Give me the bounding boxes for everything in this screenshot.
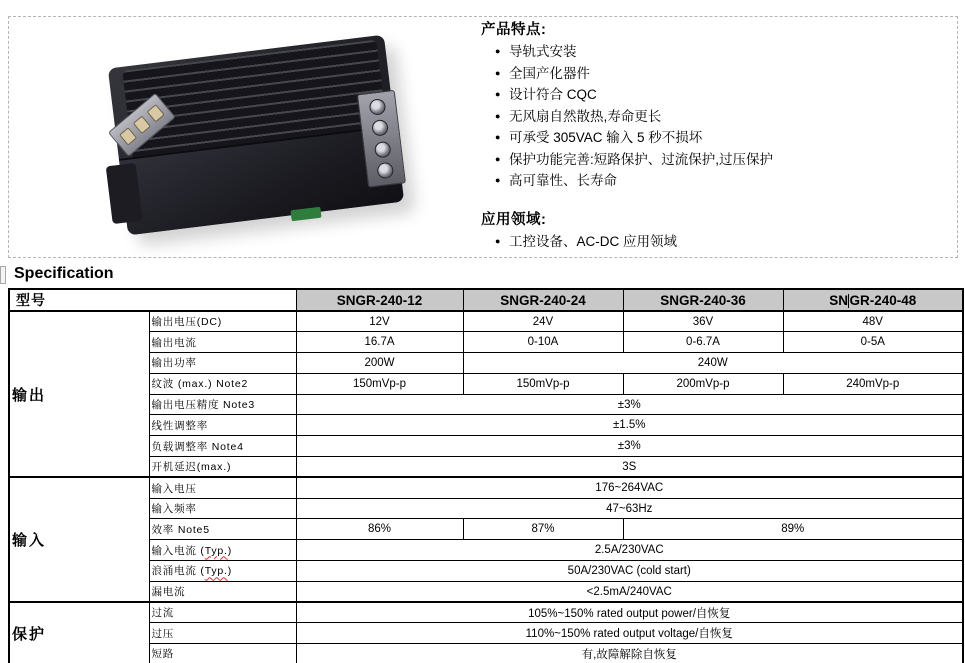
table-row: [9, 332, 963, 353]
param-text: 浪涌电流 (: [151, 565, 205, 578]
spec-value: ±1.5%: [296, 415, 963, 436]
table-row: [9, 373, 963, 394]
feature-text: 保护功能完善:短路保护、过流保护,过压保护: [509, 151, 774, 167]
spec-value: 89%: [623, 519, 963, 540]
spec-value: 240W: [463, 353, 963, 374]
param-label: 过压: [149, 623, 296, 644]
list-item: [481, 149, 933, 171]
table-row: [9, 353, 963, 374]
table-row: [9, 498, 963, 519]
terminal-pin: [147, 104, 165, 122]
param-typ-text: Typ.: [204, 565, 228, 578]
bullet-icon: ●: [495, 46, 501, 56]
section-label-input: 输入: [9, 477, 149, 602]
param-label: 短路: [149, 644, 296, 663]
spec-value: 200W: [296, 353, 463, 374]
param-label: 纹波 (max.) Note2: [149, 373, 296, 394]
table-row: [9, 415, 963, 436]
spec-value: 200mVp-p: [623, 373, 783, 394]
bullet-icon: ●: [495, 153, 501, 164]
spec-value: 150mVp-p: [463, 373, 623, 394]
param-label: 输入频率: [149, 498, 296, 519]
features-block: [481, 19, 933, 252]
spec-value: 47~63Hz: [296, 498, 963, 519]
table-row: [9, 623, 963, 644]
applications-list: [481, 231, 933, 253]
model-header: [783, 289, 963, 311]
spec-value: 150mVp-p: [296, 373, 463, 394]
table-row: [9, 394, 963, 415]
applications-title: 应用领域:: [481, 211, 547, 228]
spec-value: 0-10A: [463, 332, 623, 353]
section-label-protection: 保护: [9, 602, 149, 663]
table-row: [9, 581, 963, 602]
spec-value: 16.7A: [296, 332, 463, 353]
param-label: 开机延迟(max.): [149, 457, 296, 478]
feature-text: 导轨式安装: [509, 44, 577, 59]
param-typ-text: Typ.: [204, 544, 228, 557]
spec-value: 24V: [463, 311, 623, 332]
spec-value: 176~264VAC: [296, 477, 963, 498]
model-text-post: GR-240-48: [849, 292, 917, 308]
list-item: [481, 84, 933, 106]
spec-value: 240mVp-p: [783, 373, 963, 394]
table-row: [9, 311, 963, 332]
param-label: 输入电压: [149, 477, 296, 498]
terminal-screw: [369, 98, 387, 116]
param-label: 输出电压(DC): [149, 311, 296, 332]
spec-value: 87%: [463, 519, 623, 540]
spec-value: 2.5A/230VAC: [296, 540, 963, 561]
param-label: 输出功率: [149, 353, 296, 374]
table-row: [9, 602, 963, 623]
param-label: 效率 Note5: [149, 519, 296, 540]
spec-value: 12V: [296, 311, 463, 332]
list-item: [481, 231, 933, 253]
param-label: 输出电压精度 Note3: [149, 394, 296, 415]
list-item: [481, 106, 933, 128]
feature-text: 全国产化器件: [509, 65, 590, 81]
spec-value: 50A/230VAC (cold start): [296, 561, 963, 582]
terminal-pin: [133, 116, 151, 134]
feature-text: 设计符合 CQC: [509, 87, 597, 102]
feature-text: 高可靠性、长寿命: [509, 173, 617, 188]
bullet-icon: ●: [495, 235, 501, 246]
param-label: [149, 540, 296, 561]
bullet-icon: ●: [495, 175, 501, 185]
power-supply-image: [108, 35, 404, 236]
table-row: [9, 540, 963, 561]
bullet-icon: ●: [495, 89, 501, 99]
list-item: [481, 170, 933, 192]
model-header: SNGR-240-36: [623, 289, 783, 311]
features-list: [481, 41, 933, 192]
page-title: Specification: [14, 265, 114, 282]
feature-text: 无风扇自然散热,寿命更长: [509, 108, 662, 124]
spec-value: 有,故障解除自恢复: [296, 644, 963, 663]
table-row: [9, 457, 963, 478]
spec-value: 36V: [623, 311, 783, 332]
application-text: 工控设备、AC-DC 应用领域: [509, 233, 677, 249]
spec-value: ±3%: [296, 394, 963, 415]
terminal-pin: [119, 127, 137, 145]
model-header: SNGR-240-24: [463, 289, 623, 311]
section-label-output: 输出: [9, 311, 149, 477]
table-row: [9, 477, 963, 498]
table-row: [9, 436, 963, 457]
bullet-icon: ●: [495, 110, 501, 121]
model-header: SNGR-240-12: [296, 289, 463, 311]
table-row: [9, 561, 963, 582]
param-label: 输出电流: [149, 332, 296, 353]
feature-text: 可承受 305VAC 输入 5 秒不损坏: [509, 130, 703, 145]
bullet-icon: ●: [495, 132, 501, 142]
terminal-screw: [371, 119, 389, 137]
table-row: [9, 519, 963, 540]
param-text: 输入电流 (: [151, 544, 205, 557]
spec-value: 0-6.7A: [623, 332, 783, 353]
param-label: 负载调整率 Note4: [149, 436, 296, 457]
spec-value: 0-5A: [783, 332, 963, 353]
spec-value: 3S: [296, 457, 963, 478]
bullet-icon: ●: [495, 67, 501, 78]
list-item: [481, 41, 933, 63]
param-label: 线性调整率: [149, 415, 296, 436]
spec-value: 48V: [783, 311, 963, 332]
product-overview-panel: [8, 16, 958, 258]
param-label: 过流: [149, 602, 296, 623]
param-label: [149, 561, 296, 582]
spec-value: 105%~150% rated output power/自恢复: [296, 602, 963, 623]
features-title: 产品特点:: [481, 22, 547, 38]
terminal-screw: [374, 141, 392, 159]
product-photo: [89, 25, 419, 251]
spec-value: 86%: [296, 519, 463, 540]
table-header-row: [9, 289, 963, 311]
model-row-label: 型号: [9, 289, 296, 311]
model-text-pre: SN: [829, 292, 848, 308]
param-text: ): [227, 565, 233, 578]
param-label: 漏电流: [149, 581, 296, 602]
spec-value: 110%~150% rated output voltage/自恢复: [296, 623, 963, 644]
param-text: ): [227, 544, 233, 557]
terminal-screw: [376, 162, 394, 180]
table-row: [9, 644, 963, 663]
spec-value: ±3%: [296, 436, 963, 457]
outline-marker[interactable]: [0, 266, 6, 284]
specification-table: [8, 288, 964, 663]
spec-value: <2.5mA/240VAC: [296, 581, 963, 602]
psu-green-connector: [290, 207, 321, 222]
list-item: [481, 127, 933, 149]
list-item: [481, 63, 933, 85]
